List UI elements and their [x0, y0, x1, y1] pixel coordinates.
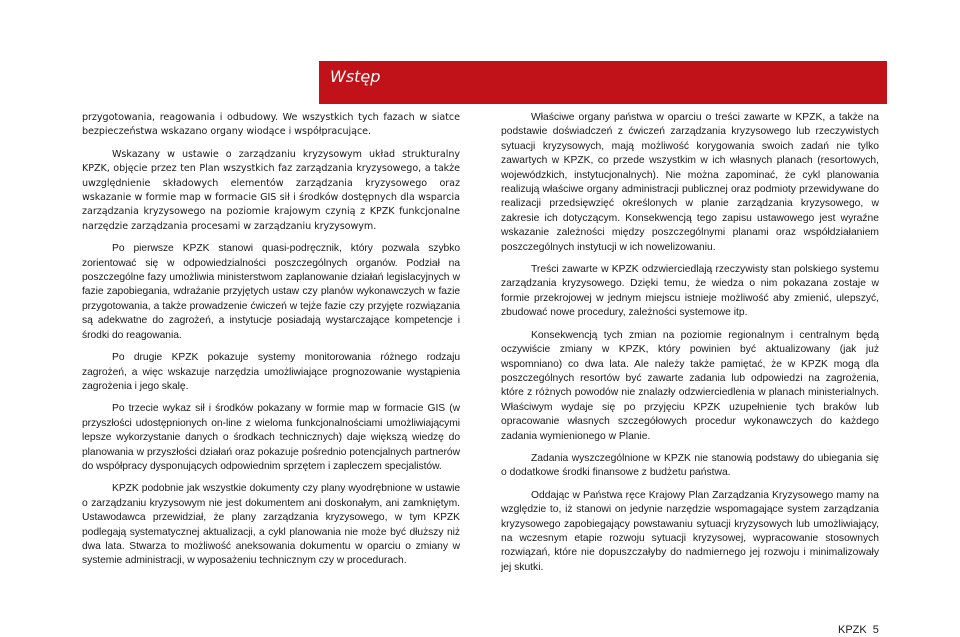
paragraph: Zadania wyszczególnione w KPZK nie stanowią podstawy do ubiegania się o dodatkowe środki finansowe z budżetu państwa. [501, 452, 879, 479]
paragraph: KPZK podobnie jak wszystkie dokumenty czy plany wyodrębnione w ustawie o zarządzaniu kryzysowym nie jest dokumentem ani doskonałym, ani zamkniętym. Ustawodawca przewidział, że plany zarządzania kryzysowego, w tym KPZK podlegają systematycznej aktualizacji, a cykl planowania nie może być dłuższy niż dwa lata. Stwarza to możliwość aneksowania dokumentu w oparciu o zmiany w systemie administracji, w wyposażeniu technicznym czy w procedurach. [82, 483, 460, 567]
section-title: Wstęp [330, 67, 381, 86]
footer-label: KPZK [838, 624, 867, 636]
left-text-column [82, 111, 460, 577]
paragraph: Wskazany w ustawie o zarządzaniu kryzysowym układ strukturalny KPZK, objęcie przez ten Plan wszystkich faz zarządzania kryzysowego, a także uwzględnienie składowych elementów zarządzania kryzysowego oraz wskazanie w formie map w formacie GIS sił i środków dostępnych dla wsparcia zarządzania kryzysowego na poziomie krajowym czynią z KPZK funkcjonalne narzędzie zarządzania procesami w zarządzaniu kryzysowym. [82, 148, 460, 232]
section-header-bar [319, 61, 887, 104]
paragraph: przygotowania, reagowania i odbudowy. We wszystkich tych fazach w siatce bezpieczeństwa wskazano organy wiodące i współpracujące. [82, 112, 460, 138]
page-footer [838, 624, 885, 637]
right-text-column [501, 111, 879, 583]
paragraph: Po pierwsze KPZK stanowi quasi-podręcznik, który pozwala szybko zorientować się w odpowiedzialności poszczególnych organów. Podział na poszczególne fazy umożliwia ministerstwom zaplanowanie działań legislacyjnych w fazie zapobiegania, wdrażanie przyjętych ustaw czy planów wykonawczych w fazie przygotowania, a także prowadzenie ćwiczeń w tejże fazie czy przyjęte rozwiązania są adekwatne do zagrożeń, a instytucje posiadają wystarczające kompetencje i środki do reagowania. [82, 243, 460, 341]
page-number: 5 [872, 624, 879, 636]
paragraph: Oddając w Państwa ręce Krajowy Plan Zarządzania Kryzysowego mamy na względzie to, iż stanowi on jedynie narzędzie wspomagające system zarządzania kryzysowego zapobiegający powstawaniu sytuacji kryzysowych lub umożliwiający, na wczesnym etapie rozwoju sytuacji kryzysowej, wypracowanie stosownych rozwiązań, które nie dopuszczałyby do nadmiernego jej rozwoju i minimalizowały jej skutki. [501, 489, 879, 573]
paragraph: Właściwe organy państwa w oparciu o treści zawarte w KPZK, a także na podstawie doświadczeń z ćwiczeń zarządzania kryzysowego lub rzeczywistych sytuacji kryzysowych, mają możliwość korygowania swoich zadań nie tylko zawartych w KPZK, co przede wszystkim w ich własnych planach (resortowych, wojewódzkich, instytucjonalnych). Nie można zapominać, że cykl planowania realizują właściwe organy administracji publicznej oraz podmioty przewidywane do realizacji przedsięwzięć określonych w planie zarządzania kryzysowego, w zakresie ich dotyczącym. Konsekwencją tego zapisu ustawowego jest wyraźne wskazanie zależności między poszczególnymi planami oraz współdziałaniem poszczególnych instytucji w ich nowelizowaniu. [501, 112, 879, 253]
paragraph: Po trzecie wykaz sił i środków pokazany w formie map w formacie GIS (w przyszłości udostępnionych on-line z wieloma funkcjonalnościami umożliwiającymi lepsze wykorzystanie danych o środkach technicznych) daje większą wiedzę do planowania w przyszłości działań oraz pokazuje pośrednio potencjalnych partnerów do współpracy dysponujących odpowiednim sprzętem i zapleczem specjalistów. [82, 403, 460, 472]
paragraph: Treści zawarte w KPZK odzwierciedlają rzeczywisty stan polskiego systemu zarządzania kryzysowego. Dzięki temu, że wiedza o nim pokazana zostaje w formie przekrojowej w jednym miejscu istnieje możliwość aby zmienić, ulepszyć, zbudować nowe procedury, zależności systemowe itp. [501, 264, 879, 319]
paragraph: Po drugie KPZK pokazuje systemy monitorowania różnego rodzaju zagrożeń, a więc wskazuje narzędzia umożliwiające prognozowanie wystąpienia zagrożenia i jego skalę. [82, 352, 460, 392]
paragraph: Konsekwencją tych zmian na poziomie regionalnym i centralnym będą oczywiście zmiany w KPZK, który powinien być aktualizowany (jak już wspomniano) co dwa lata. Ale należy także pamiętać, że w KPZK mogą dla poszczególnych resortów być zawarte zadania lub odpowiedzi na zagrożenia, które z różnych powodów nie znalazły odzwierciedlenia w planach ministerialnych. Właściwym wydaje się po przyjęciu KPZK uzupełnienie tych braków lub opracowanie własnych szczegółowych procedur wykonawczych do każdego zadania wymienionego w Planie. [501, 329, 879, 442]
